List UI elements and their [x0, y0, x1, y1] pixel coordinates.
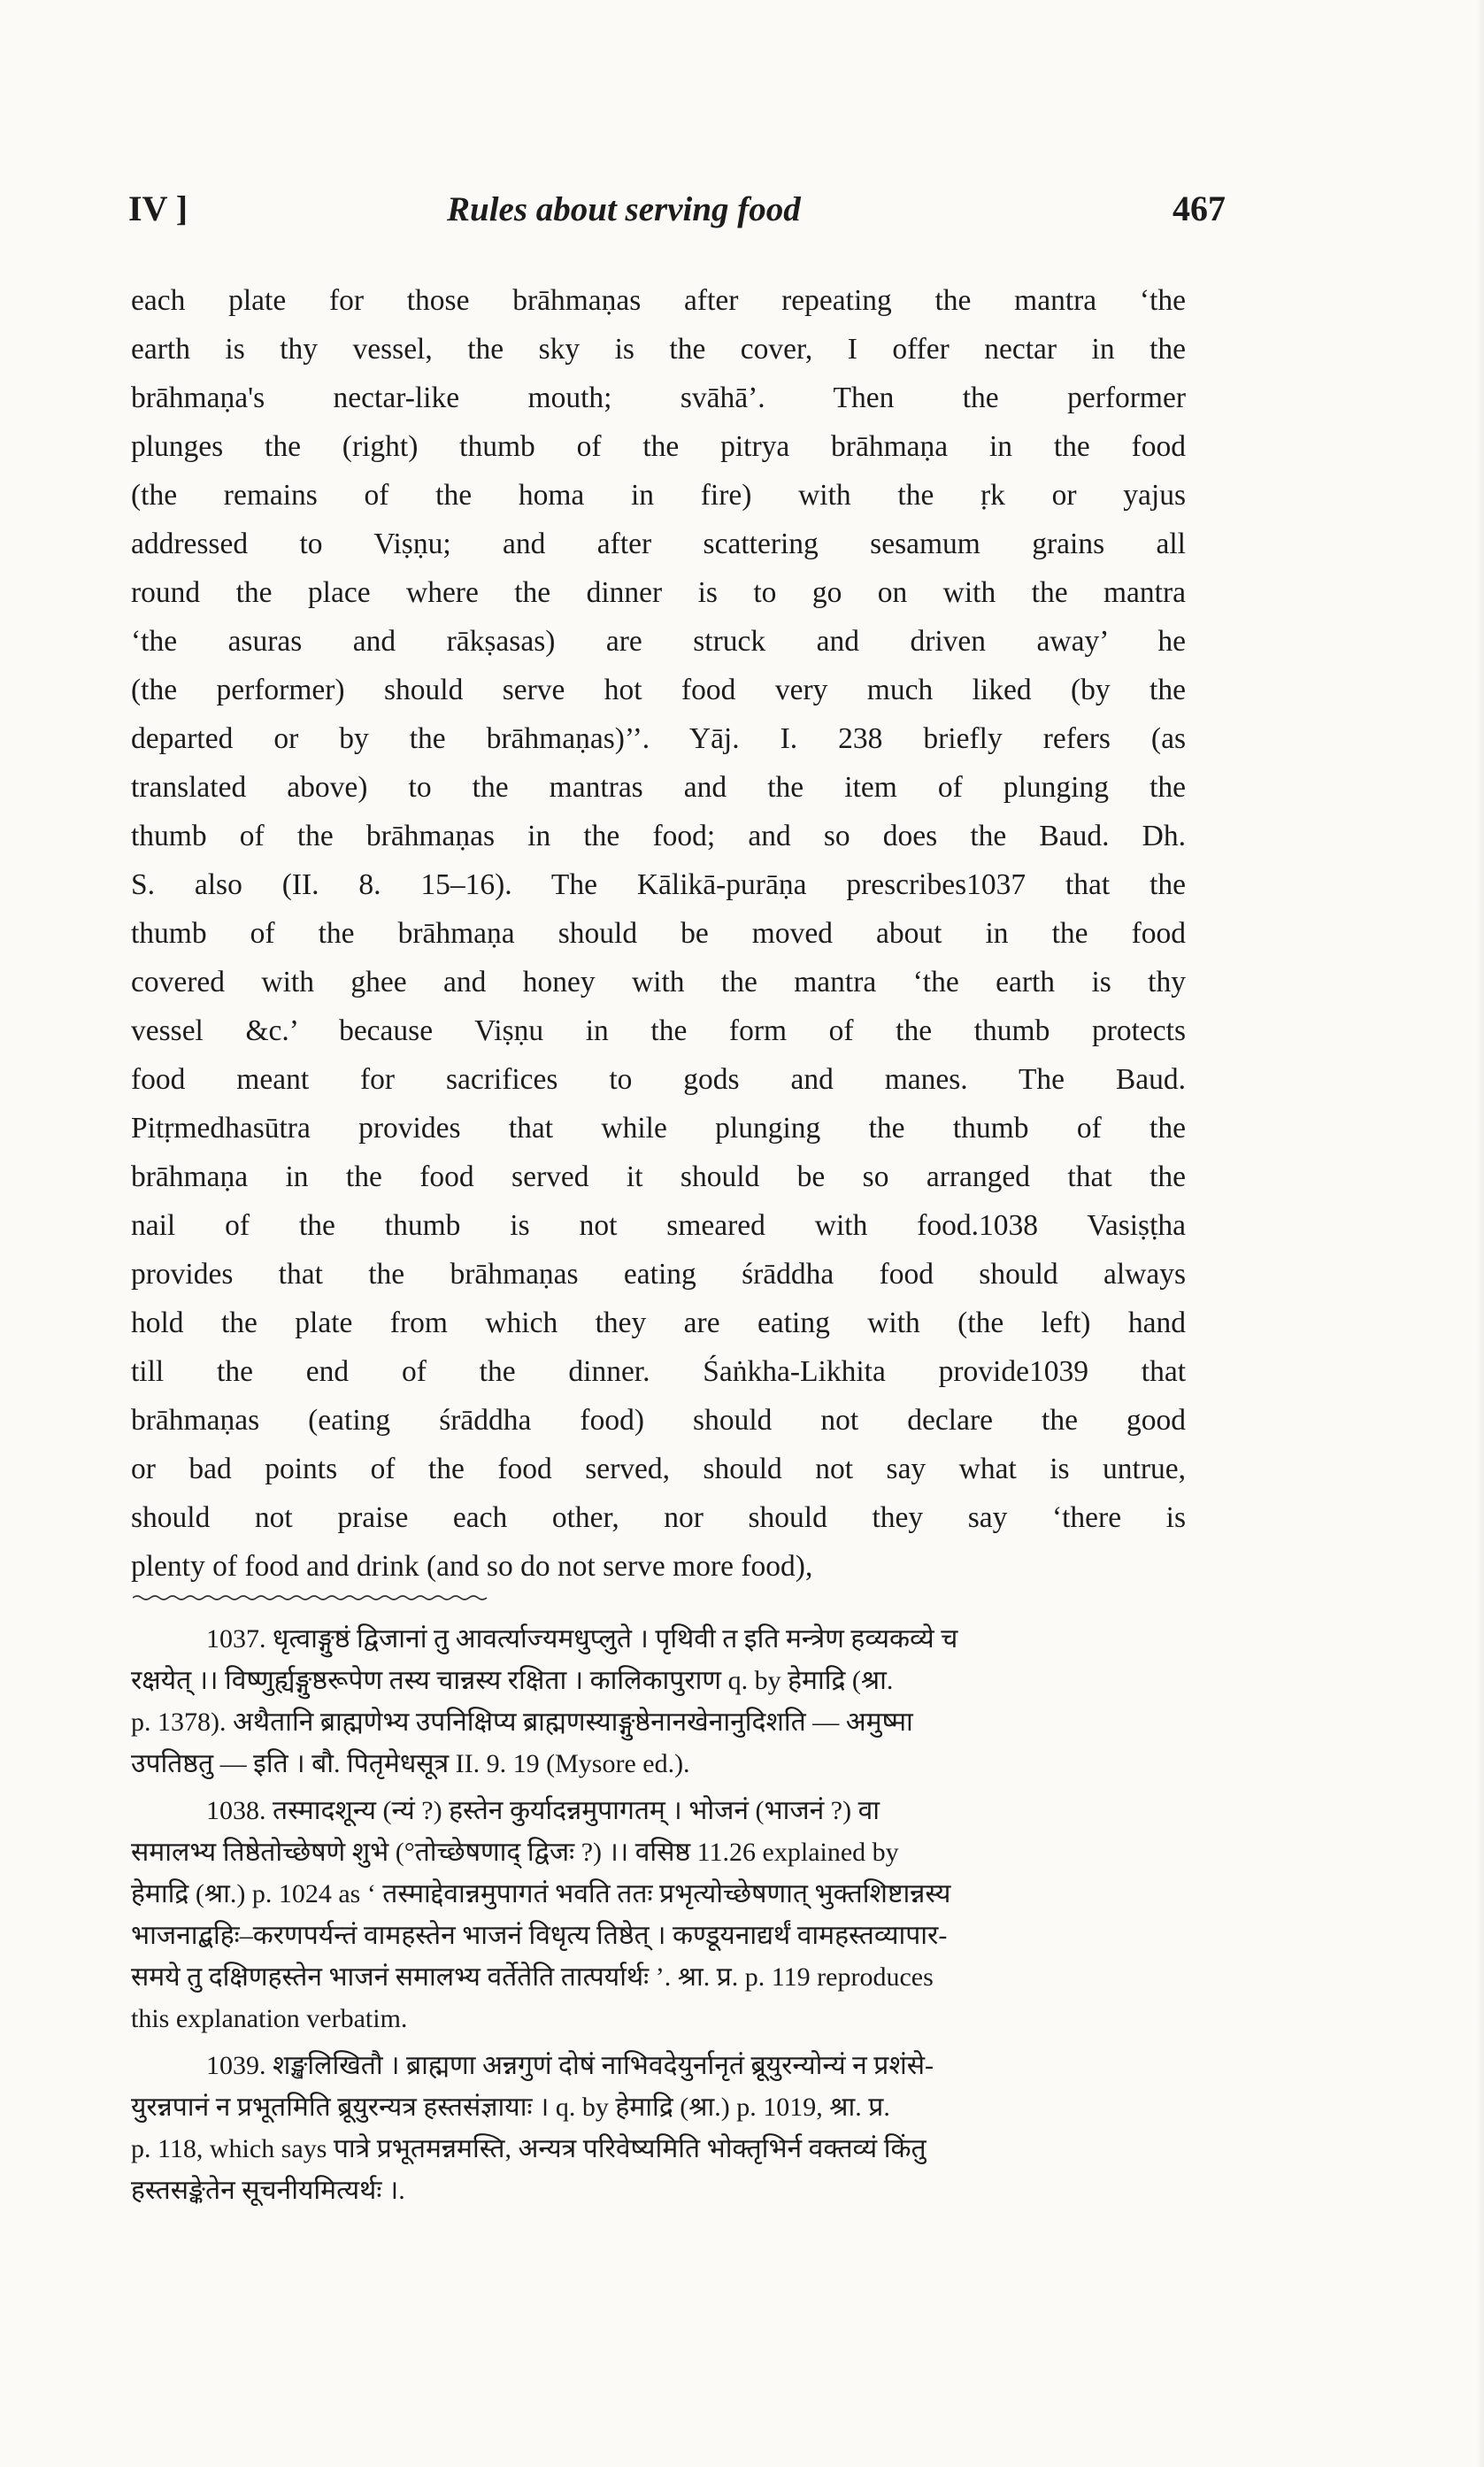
text-line: till the end of the dinner. Śaṅkha-Likhita provide1039 that: [131, 1355, 1186, 1388]
text-line: departed or by the brāhmaṇas)’’. Yāj. I. 238 briefly refers (as: [131, 722, 1186, 755]
text-line: (the performer) should serve hot food very much liked (by the: [131, 674, 1186, 706]
text-line: brāhmaṇas (eating śrāddha food) should not declare the good: [131, 1404, 1186, 1437]
text-line: S. also (II. 8. 15–16). The Kālikā-purāṇa prescribes1037 that the: [131, 868, 1186, 901]
text-line: brāhmaṇa's nectar-like mouth; svāhā’. Then the performer: [131, 382, 1186, 414]
text-line: addressed to Viṣṇu; and after scattering sesamum grains all: [131, 528, 1186, 560]
text-line: food meant for sacrifices to gods and manes. The Baud.: [131, 1063, 1186, 1096]
text-line: brāhmaṇa in the food served it should be so arranged that the: [131, 1160, 1186, 1193]
footnote-line: p. 1378). अथैतानि ब्राह्मणेभ्य उपनिक्षिप्य ब्राह्मणस्याङ्गुष्ठेनानखेनानुदिशति — अमुष्मा: [131, 1708, 913, 1737]
page-number: 467: [1173, 189, 1226, 228]
main-text: [131, 276, 1186, 1591]
text-line: ‘the asuras and rākṣasas) are struck and driven away’ he: [131, 625, 1186, 658]
text-line: plenty of food and drink (and so do not serve more food),: [131, 1550, 813, 1583]
text-line: translated above) to the mantras and the item of plunging the: [131, 771, 1186, 804]
footnote-line: भाजनाद्बहिः–करणपर्यन्तं वामहस्तेन भाजनं विधृत्य तिष्ठेत् । कण्डूयनाद्यर्थं वामहस्तव्यापार-: [131, 1921, 948, 1950]
text-line: provides that the brāhmaṇas eating śrāddha food should always: [131, 1258, 1186, 1291]
text-line: hold the plate from which they are eating with (the left) hand: [131, 1307, 1186, 1339]
footnote-line: 1039. शङ्खलिखितौ । ब्राह्मणा अन्नगुणं दोषं नाभिवदेयुर्नानृतं ब्रूयुरन्योन्यं न प्रशंसे-: [206, 2051, 934, 2080]
text-line: should not praise each other, nor should they say ‘there is: [131, 1501, 1186, 1534]
footnote-line: समये तु दक्षिणहस्तेन भाजनं समालभ्य वर्तेतेति तात्पर्यार्थः ’. श्रा. प्र. p. 119 reproduces: [131, 1962, 934, 1992]
text-line: each plate for those brāhmaṇas after repeating the mantra ‘the: [131, 284, 1186, 317]
footnote-1038: [131, 1790, 1188, 2039]
text-line: nail of the thumb is not smeared with food.1038 Vasiṣṭha: [131, 1209, 1186, 1242]
running-header: [128, 188, 1226, 241]
text-line: or bad points of the food served, should not say what is untrue,: [131, 1453, 1186, 1485]
text-line: covered with ghee and honey with the mantra ‘the earth is thy: [131, 966, 1186, 998]
footnote-line: हस्तसङ्केतेन सूचनीयमित्यर्थः ।.: [131, 2176, 405, 2205]
footnote-line: रक्षयेत् ।। विष्णुर्ह्यङ्गुष्ठरूपेण तस्य चान्नस्य रक्षिता । कालिकापुराण q. by हेमाद्रि (श्रा.: [131, 1666, 894, 1695]
chapter-marker: IV ]: [128, 189, 188, 228]
footnote-line: समालभ्य तिष्ठेतोच्छेषणे शुभे (°तोच्छेषणाद् द्विजः ?) ।। वसिष्ठ 11.26 explained by: [131, 1838, 899, 1867]
text-line: Pitṛmedhasūtra provides that while plunging the thumb of the: [131, 1112, 1186, 1145]
footnote-separator: [133, 1593, 491, 1602]
text-line: thumb of the brāhmaṇas in the food; and so does the Baud. Dh.: [131, 820, 1186, 852]
text-line: vessel &c.’ because Viṣṇu in the form of the thumb protects: [131, 1014, 1186, 1047]
text-line: plunges the (right) thumb of the pitrya brāhmaṇa in the food: [131, 430, 1186, 463]
text-line: round the place where the dinner is to go on with the mantra: [131, 576, 1186, 609]
page-edge: [1477, 0, 1484, 2467]
footnote-line: हेमाद्रि (श्रा.) p. 1024 as ‘ तस्माद्देवान्नमुपागतं भवति ततः प्रभृत्योच्छेषणात् भुक्तशिष्टान्नस्य: [131, 1879, 951, 1908]
text-line: earth is thy vessel, the sky is the cover, I offer nectar in the: [131, 333, 1186, 366]
text-line: (the remains of the homa in fire) with the ṛk or yajus: [131, 479, 1186, 512]
footnote-line: 1038. तस्मादशून्य (न्यं ?) हस्तेन कुर्यादन्नमुपागतम् । भोजनं (भाजनं ?) वा: [206, 1796, 880, 1825]
text-line: thumb of the brāhmaṇa should be moved about in the food: [131, 917, 1186, 950]
footnote-line: युरन्नपानं न प्रभूतमिति ब्रूयुरन्यत्र हस्तसंज्ञायाः । q. by हेमाद्रि (श्रा.) p. 1019, श्रा. प्र.: [131, 2093, 890, 2122]
footnote-1037: [131, 1618, 1188, 1785]
footnotes: [131, 1618, 1188, 2216]
footnote-line: this explanation verbatim.: [131, 2004, 408, 2033]
footnote-1039: [131, 2045, 1188, 2211]
footnote-line: 1037. धृत्वाङ्गुष्ठं द्विजानां तु आवर्त्याज्यमधुप्लुते । पृथिवी त इति मन्त्रेण हव्यकव्ये च: [206, 1624, 958, 1654]
footnote-line: p. 118, which says पात्रे प्रभूतमन्नमस्ति, अन्यत्र परिवेष्यमिति भोक्तृभिर्न वक्तव्यं किंतु: [131, 2134, 927, 2163]
footnote-line: उपतिष्ठतु — इति । बौ. पितृमेधसूत्र II. 9. 19 (Mysore ed.).: [131, 1749, 690, 1778]
running-title: Rules about serving food: [447, 190, 801, 228]
